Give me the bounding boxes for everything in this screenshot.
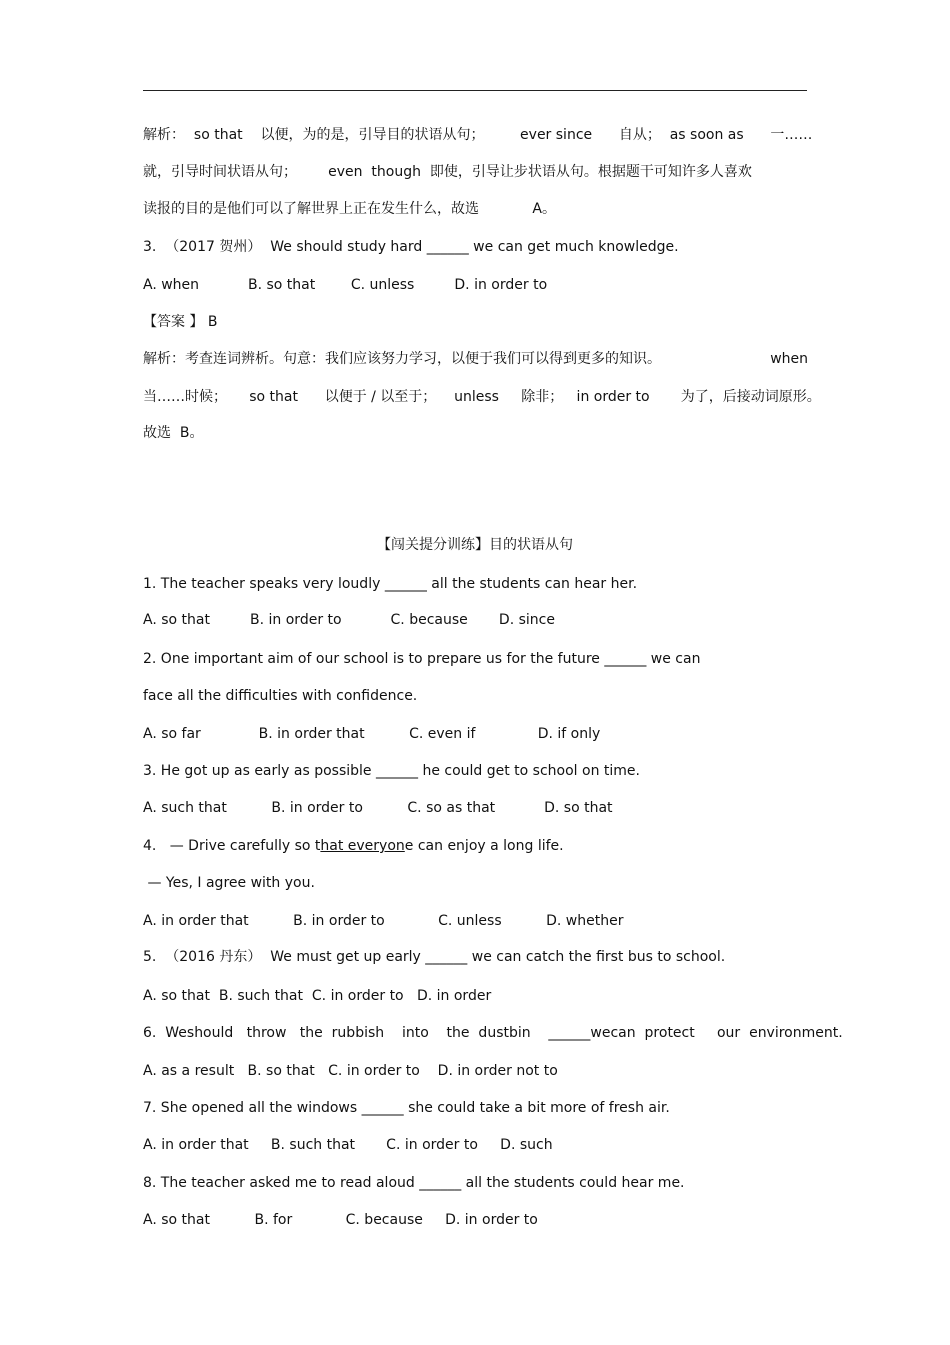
exercise-4-stem-underlined: hat everyon bbox=[320, 838, 405, 854]
exercise-4-options: A. in order that B. in order to C. unless D. whether bbox=[143, 913, 624, 929]
exercise-6-options: A. as a result B. so that C. in order to D. in order not to bbox=[143, 1063, 558, 1079]
question-3-options: A. when B. so that C. unless D. in order to bbox=[143, 277, 548, 293]
exercise-7-options: A. in order that B. such that C. in order to D. such bbox=[143, 1137, 553, 1153]
exercise-5-options: A. so that B. such that C. in order to D. in order bbox=[143, 988, 492, 1004]
exercise-4-stem bbox=[143, 836, 564, 856]
exercise-1-stem: 1. The teacher speaks very loudly ______ all the students can hear her. bbox=[143, 576, 638, 592]
question-3-analysis-2: 当……时候； so that 以便于 / 以至于； unless 除非； in order to 为了，后接动词原形。 bbox=[143, 389, 821, 405]
exercise-3-stem: 3. He got up as early as possible ______ he could get to school on time. bbox=[143, 763, 640, 779]
exercise-4-reply: — Yes, I agree with you. bbox=[143, 875, 315, 891]
question-3-analysis-1-right: when bbox=[770, 351, 808, 367]
exercise-1-options: A. so that B. in order to C. because D. since bbox=[143, 612, 555, 628]
question-3-answer: 【答案 】 B bbox=[143, 314, 218, 330]
question-3-analysis-1: 解析：考查连词辨析。句意：我们应该努力学习，以便于我们可以得到更多的知识。 bbox=[143, 351, 661, 367]
section-title: 【闯关提分训练】目的状语从句 bbox=[377, 537, 573, 553]
header-rule bbox=[143, 90, 807, 91]
question-3-analysis-3: 故选 B。 bbox=[143, 425, 204, 441]
exercise-5-stem: 5. （2016 丹东） We must get up early ______ we can catch the first bus to school. bbox=[143, 949, 726, 965]
exercise-2-stem-1: 2. One important aim of our school is to prepare us for the future ______ we can bbox=[143, 651, 701, 667]
exercise-4-stem-pre: 4. — Drive carefully so t bbox=[143, 838, 321, 854]
analysis-line-2: 就，引导时间状语从句； even though 即使，引导让步状语从句。根据题干可知许多人喜欢 bbox=[143, 164, 752, 180]
analysis-line-3: 读报的目的是他们可以了解世界上正在发生什么，故选 A。 bbox=[143, 201, 556, 217]
analysis-line-1: 解析： so that 以便，为的是，引导目的状语从句； ever since 自从； as soon as 一…… bbox=[143, 127, 813, 143]
exercise-8-options: A. so that B. for C. because D. in order to bbox=[143, 1212, 538, 1228]
exercise-2-stem-2: face all the difficulties with confidence. bbox=[143, 688, 418, 704]
exercise-3-options: A. such that B. in order to C. so as that D. so that bbox=[143, 800, 613, 816]
question-3-stem: 3. （2017 贺州） We should study hard ______ we can get much knowledge. bbox=[143, 239, 679, 255]
exercise-4-stem-post: e can enjoy a long life. bbox=[404, 838, 564, 854]
exercise-2-options: A. so far B. in order that C. even if D. if only bbox=[143, 726, 601, 742]
exercise-6-stem: 6. Weshould throw the rubbish into the dustbin ______wecan protect our environment. bbox=[143, 1025, 843, 1041]
exercise-8-stem: 8. The teacher asked me to read aloud ______ all the students could hear me. bbox=[143, 1175, 685, 1191]
exercise-7-stem: 7. She opened all the windows ______ she could take a bit more of fresh air. bbox=[143, 1100, 670, 1116]
